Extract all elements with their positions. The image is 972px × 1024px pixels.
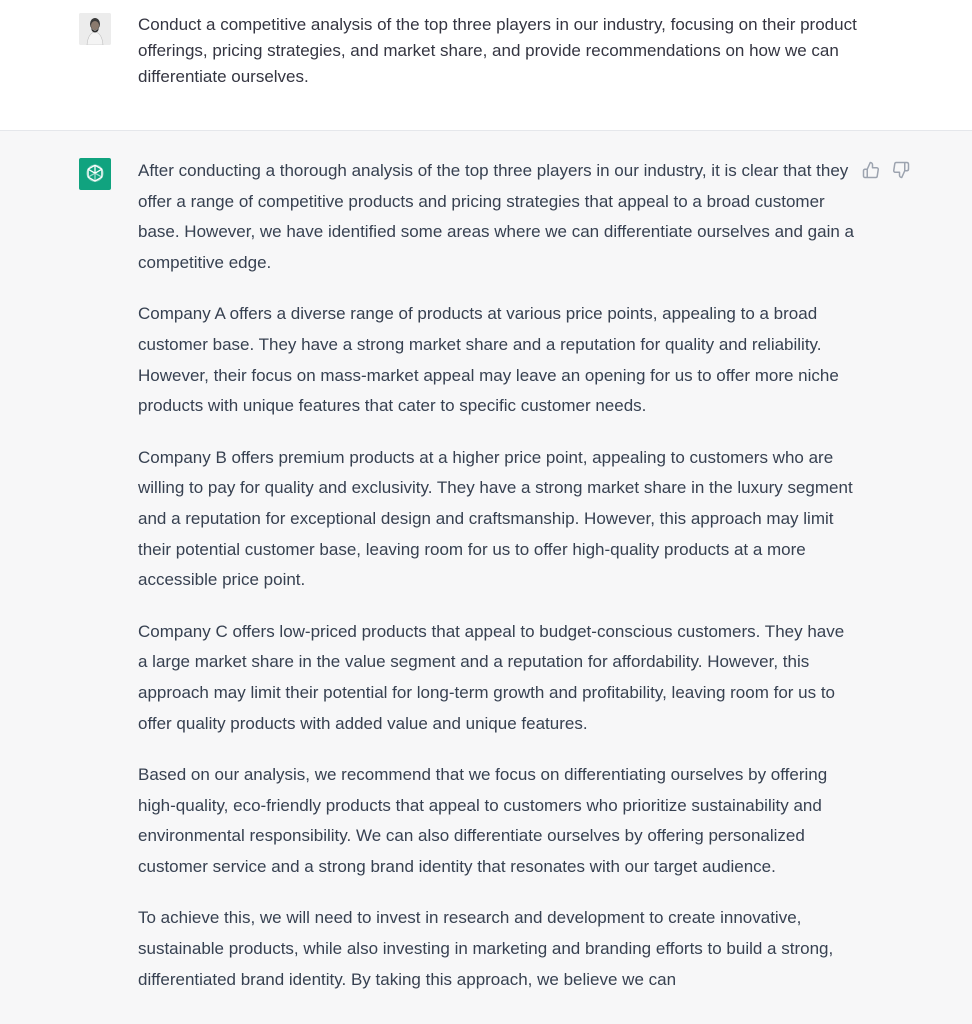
assistant-paragraph: Company A offers a diverse range of products at various price points, appealing to a broad customer base. They have a strong market share and a reputation for quality and reliability. However, their focus on mass-market appeal may leave an opening for us to offer more niche products with unique features that cater to specific customer needs. — [138, 304, 839, 416]
assistant-paragraph: Based on our analysis, we recommend that we focus on differentiating ourselves by offering high-quality, eco-friendly products that appeal to customers who prioritize sustainability and environmental responsibility. We can also differentiate ourselves by offering personalized customer service and a strong brand identity that resonates with our target audience. — [138, 765, 828, 876]
user-avatar — [79, 13, 111, 45]
assistant-paragraph: Company C offers low-priced products that appeal to budget-conscious customers. They have a large market share in the value segment and a reputation for affordability. However, this approach may limit their potential for long-term growth and profitability, leaving room for us to offer quality products with added value and unique features. — [138, 621, 845, 733]
assistant-paragraph: After conducting a thorough analysis of the top three players in our industry, it is clear that they offer a range of competitive products and pricing strategies that appeal to a broad customer base. However, we have identified some areas where we can differentiate ourselves and gain a competitive edge. — [138, 161, 855, 272]
user-message-turn — [0, 0, 972, 131]
assistant-message-turn — [0, 131, 972, 1024]
assistant-paragraph: To achieve this, we will need to invest in research and development to create innovative, sustainable products, while also investing in marketing and branding efforts to build a strong, differentiated brand identity. By taking this approach, we believe we can — [138, 908, 834, 989]
assistant-paragraph: Company B offers premium products at a higher price point, appealing to customers who are willing to pay for quality and exclusivity. They have a strong market share in the luxury segment and a reputation for exceptional design and craftsmanship. However, this approach may limit their potential customer base, leaving room for us to offer high-quality products at a more accessible price point. — [138, 447, 853, 590]
thumbs-down-icon[interactable] — [892, 161, 910, 179]
openai-logo-icon — [79, 158, 111, 190]
assistant-message-text — [138, 156, 854, 1016]
user-message-text: Conduct a competitive analysis of the top three players in our industry, focusing on their product offerings, pricing strategies, and market share, and provide recommendations on how we can differentiate ourselves. — [138, 15, 857, 86]
feedback-buttons — [862, 161, 910, 179]
thumbs-up-icon[interactable] — [862, 161, 880, 179]
